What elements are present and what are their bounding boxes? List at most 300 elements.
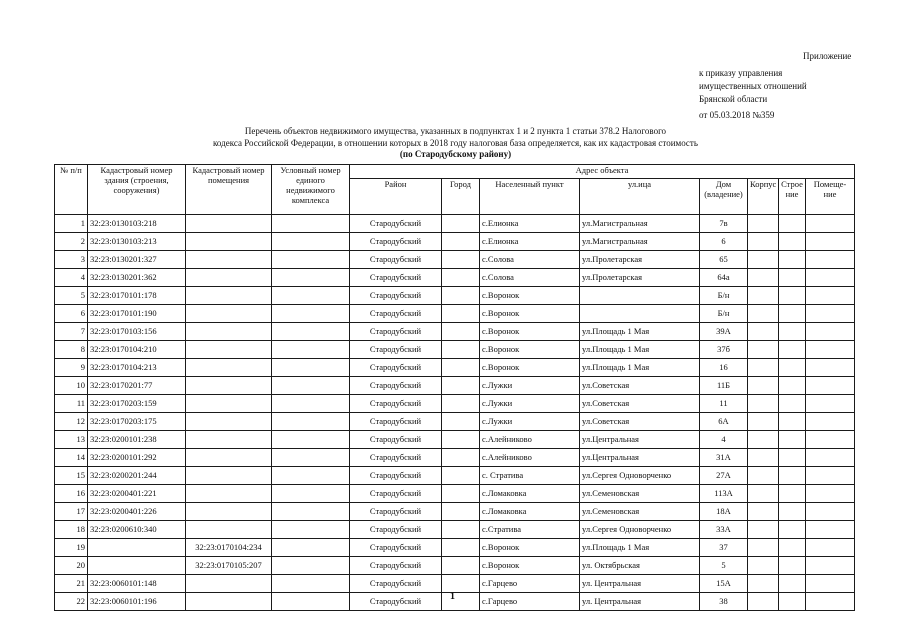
cell-cad-building: 32:23:0130201:362	[88, 269, 186, 287]
cell-settlement: с.Стратива	[480, 521, 580, 539]
cell-pomeshenie	[806, 449, 855, 467]
cell-cad-building: 32:23:0200201:244	[88, 467, 186, 485]
cell-cond-number	[272, 521, 350, 539]
table-row	[55, 323, 855, 341]
cell-cond-number	[272, 575, 350, 593]
cell-stroenie	[779, 557, 806, 575]
cell-street	[580, 305, 700, 323]
cell-settlement: с.Солова	[480, 251, 580, 269]
cell-cond-number	[272, 449, 350, 467]
cell-pomeshenie	[806, 323, 855, 341]
cell-cad-building: 32:23:0170101:190	[88, 305, 186, 323]
table-row	[55, 233, 855, 251]
cell-korpus	[748, 413, 779, 431]
cell-city	[442, 539, 480, 557]
table-row	[55, 557, 855, 575]
document-title	[150, 126, 761, 161]
cell-city	[442, 251, 480, 269]
cell-cad-room: 32:23:0170105:207	[186, 557, 272, 575]
cell-district: Стародубский	[350, 449, 442, 467]
table-row	[55, 521, 855, 539]
cell-num: 13	[55, 431, 88, 449]
cell-korpus	[748, 215, 779, 233]
cell-num: 14	[55, 449, 88, 467]
cell-settlement: с.Воронок	[480, 287, 580, 305]
cell-korpus	[748, 575, 779, 593]
cell-korpus	[748, 377, 779, 395]
cell-district: Стародубский	[350, 593, 442, 611]
cell-stroenie	[779, 449, 806, 467]
appendix-title: Приложение	[803, 51, 852, 61]
cell-cad-building	[88, 557, 186, 575]
cell-cond-number	[272, 305, 350, 323]
table-row	[55, 359, 855, 377]
cell-street: ул.Площадь 1 Мая	[580, 341, 700, 359]
cell-pomeshenie	[806, 233, 855, 251]
cell-cad-building: 32:23:0170201:77	[88, 377, 186, 395]
cell-district: Стародубский	[350, 215, 442, 233]
cell-street: ул. Центральная	[580, 575, 700, 593]
cell-stroenie	[779, 251, 806, 269]
cell-num: 16	[55, 485, 88, 503]
cell-street: ул.Магистральная	[580, 215, 700, 233]
title-line: кодекса Российской Федерации, в отношении которых в 2018 году налоговая база определяется, как их кадастровая стоимость	[213, 137, 698, 148]
cell-pomeshenie	[806, 557, 855, 575]
cell-cond-number	[272, 359, 350, 377]
appendix-order-date: от 05.03.2018 №359	[699, 110, 775, 120]
header-cad-room: Кадастровый номер помещения	[186, 165, 272, 215]
cell-num: 1	[55, 215, 88, 233]
header-num: № п/п	[55, 165, 88, 215]
header-stroenie: Строе ние	[779, 179, 806, 215]
cell-district: Стародубский	[350, 287, 442, 305]
cell-num: 4	[55, 269, 88, 287]
cell-district: Стародубский	[350, 269, 442, 287]
header-pomeshenie: Помеще- ние	[806, 179, 855, 215]
cell-pomeshenie	[806, 521, 855, 539]
cell-cad-building: 32:23:0130201:327	[88, 251, 186, 269]
cell-stroenie	[779, 503, 806, 521]
cell-cad-building: 32:23:0170103:156	[88, 323, 186, 341]
page-number: 1	[450, 591, 455, 602]
appendix-line: имущественных отношений	[699, 81, 807, 91]
cell-pomeshenie	[806, 539, 855, 557]
cell-stroenie	[779, 359, 806, 377]
cell-house: 6	[700, 233, 748, 251]
cell-cad-room	[186, 233, 272, 251]
cell-district: Стародубский	[350, 521, 442, 539]
cell-pomeshenie	[806, 503, 855, 521]
cell-korpus	[748, 557, 779, 575]
cell-city	[442, 575, 480, 593]
cell-street: ул.Семеновская	[580, 503, 700, 521]
cell-stroenie	[779, 521, 806, 539]
cell-pomeshenie	[806, 215, 855, 233]
cell-street: ул.Сергея Одноворченко	[580, 467, 700, 485]
cell-street: ул.Площадь 1 Мая	[580, 539, 700, 557]
cell-korpus	[748, 449, 779, 467]
table-row	[55, 269, 855, 287]
cell-settlement: с.Солова	[480, 269, 580, 287]
cell-house: Б/н	[700, 287, 748, 305]
cell-city	[442, 323, 480, 341]
cell-settlement: с.Воронок	[480, 341, 580, 359]
cell-house: 16	[700, 359, 748, 377]
cell-pomeshenie	[806, 305, 855, 323]
cell-house: 27А	[700, 467, 748, 485]
cell-district: Стародубский	[350, 233, 442, 251]
cell-cond-number	[272, 269, 350, 287]
cell-pomeshenie	[806, 341, 855, 359]
cell-city	[442, 233, 480, 251]
cell-stroenie	[779, 323, 806, 341]
cell-district: Стародубский	[350, 359, 442, 377]
cell-city	[442, 521, 480, 539]
header-city: Город	[442, 179, 480, 215]
cell-cond-number	[272, 323, 350, 341]
cell-num: 7	[55, 323, 88, 341]
cell-num: 2	[55, 233, 88, 251]
cell-stroenie	[779, 539, 806, 557]
cell-district: Стародубский	[350, 413, 442, 431]
cell-cad-building: 32:23:0170104:210	[88, 341, 186, 359]
cell-cad-building: 32:23:0130103:218	[88, 215, 186, 233]
cell-house: 11	[700, 395, 748, 413]
header-house: Дом (владение)	[700, 179, 748, 215]
cell-cad-room	[186, 575, 272, 593]
cell-korpus	[748, 467, 779, 485]
cell-korpus	[748, 269, 779, 287]
cell-city	[442, 269, 480, 287]
cell-pomeshenie	[806, 431, 855, 449]
cell-street: ул.Центральная	[580, 449, 700, 467]
cell-stroenie	[779, 305, 806, 323]
cell-cond-number	[272, 539, 350, 557]
cell-settlement: с.Лужки	[480, 395, 580, 413]
cell-district: Стародубский	[350, 377, 442, 395]
cell-district: Стародубский	[350, 305, 442, 323]
cell-settlement: с.Воронок	[480, 305, 580, 323]
cell-stroenie	[779, 413, 806, 431]
cell-cad-room	[186, 287, 272, 305]
cell-cad-building: 32:23:0170104:213	[88, 359, 186, 377]
cell-cad-room	[186, 359, 272, 377]
cell-house: 15А	[700, 575, 748, 593]
cell-num: 18	[55, 521, 88, 539]
cell-num: 11	[55, 395, 88, 413]
cell-house: 38	[700, 593, 748, 611]
cell-cad-building: 32:23:0060101:148	[88, 575, 186, 593]
cell-korpus	[748, 359, 779, 377]
cell-district: Стародубский	[350, 395, 442, 413]
cell-stroenie	[779, 485, 806, 503]
cell-korpus	[748, 539, 779, 557]
table-row	[55, 395, 855, 413]
cell-city	[442, 287, 480, 305]
cell-settlement: с.Ломаковка	[480, 485, 580, 503]
cell-cad-building: 32:23:0060101:196	[88, 593, 186, 611]
cell-stroenie	[779, 341, 806, 359]
cell-house: Б/н	[700, 305, 748, 323]
cell-city	[442, 467, 480, 485]
cell-house: 33А	[700, 521, 748, 539]
cell-street: ул.Пролетарская	[580, 251, 700, 269]
document-subtitle: (по Стародубскому району)	[399, 149, 512, 159]
cell-city	[442, 215, 480, 233]
cell-street: ул. Октябрьская	[580, 557, 700, 575]
table-row	[55, 467, 855, 485]
cell-cad-building: 32:23:0170203:175	[88, 413, 186, 431]
cell-cad-room	[186, 377, 272, 395]
cell-cad-room	[186, 521, 272, 539]
cell-street: ул.Площадь 1 Мая	[580, 359, 700, 377]
cell-cad-room	[186, 323, 272, 341]
cell-street: ул.Семеновская	[580, 485, 700, 503]
cell-settlement: с.Лужки	[480, 413, 580, 431]
header-cond-number: Условный номер единого недвижимого комплекса	[272, 165, 350, 215]
cell-num: 15	[55, 467, 88, 485]
table-row	[55, 287, 855, 305]
table-row	[55, 539, 855, 557]
table-row	[55, 503, 855, 521]
cell-house: 6А	[700, 413, 748, 431]
cell-korpus	[748, 305, 779, 323]
cell-cond-number	[272, 233, 350, 251]
cell-pomeshenie	[806, 287, 855, 305]
cell-street: ул.Советская	[580, 395, 700, 413]
cell-cad-building: 32:23:0200101:292	[88, 449, 186, 467]
cell-cad-room	[186, 305, 272, 323]
cell-stroenie	[779, 269, 806, 287]
cell-cond-number	[272, 413, 350, 431]
cell-stroenie	[779, 287, 806, 305]
cell-cad-room	[186, 431, 272, 449]
cell-cad-room	[186, 269, 272, 287]
cell-house: 65	[700, 251, 748, 269]
cell-cond-number	[272, 215, 350, 233]
table-row	[55, 485, 855, 503]
cell-settlement: с.Воронок	[480, 539, 580, 557]
cell-house: 11Б	[700, 377, 748, 395]
cell-num: 21	[55, 575, 88, 593]
cell-house: 64а	[700, 269, 748, 287]
cell-cond-number	[272, 251, 350, 269]
cell-num: 17	[55, 503, 88, 521]
cell-stroenie	[779, 215, 806, 233]
cell-street: ул.Площадь 1 Мая	[580, 323, 700, 341]
cell-settlement: с.Ломаковка	[480, 503, 580, 521]
cell-cad-room	[186, 485, 272, 503]
cell-house: 5	[700, 557, 748, 575]
cell-settlement: с.Алейниково	[480, 431, 580, 449]
cell-cad-building: 32:23:0200101:238	[88, 431, 186, 449]
cell-settlement: с.Воронок	[480, 557, 580, 575]
cell-cad-room	[186, 215, 272, 233]
cell-house: 18А	[700, 503, 748, 521]
cell-num: 6	[55, 305, 88, 323]
table-row	[55, 305, 855, 323]
cell-num: 8	[55, 341, 88, 359]
property-table	[54, 164, 855, 611]
cell-cad-room	[186, 395, 272, 413]
appendix-line: к приказу управления	[699, 68, 783, 78]
cell-settlement: с.Лужки	[480, 377, 580, 395]
header-address-group: Адрес объекта	[350, 165, 855, 179]
cell-city	[442, 377, 480, 395]
cell-settlement: с.Гарцево	[480, 575, 580, 593]
cell-street: ул.Советская	[580, 413, 700, 431]
cell-korpus	[748, 395, 779, 413]
cell-cad-building: 32:23:0200610:340	[88, 521, 186, 539]
table-row	[55, 251, 855, 269]
cell-cond-number	[272, 557, 350, 575]
cell-cad-room	[186, 449, 272, 467]
cell-cond-number	[272, 431, 350, 449]
table-row	[55, 377, 855, 395]
cell-settlement: с.Елионка	[480, 215, 580, 233]
cell-num: 3	[55, 251, 88, 269]
cell-city	[442, 449, 480, 467]
cell-cond-number	[272, 341, 350, 359]
cell-house: 113А	[700, 485, 748, 503]
table-row	[55, 575, 855, 593]
cell-num: 20	[55, 557, 88, 575]
cell-city	[442, 359, 480, 377]
cell-cad-room	[186, 341, 272, 359]
cell-city	[442, 557, 480, 575]
cell-korpus	[748, 431, 779, 449]
cell-city	[442, 503, 480, 521]
cell-cad-building	[88, 539, 186, 557]
cell-pomeshenie	[806, 467, 855, 485]
cell-pomeshenie	[806, 269, 855, 287]
cell-pomeshenie	[806, 413, 855, 431]
cell-stroenie	[779, 233, 806, 251]
table-row	[55, 431, 855, 449]
table-row	[55, 413, 855, 431]
cell-settlement: с. Стратива	[480, 467, 580, 485]
cell-stroenie	[779, 431, 806, 449]
cell-district: Стародубский	[350, 485, 442, 503]
cell-korpus	[748, 287, 779, 305]
cell-district: Стародубский	[350, 539, 442, 557]
cell-num: 9	[55, 359, 88, 377]
cell-cond-number	[272, 395, 350, 413]
cell-stroenie	[779, 395, 806, 413]
cell-settlement: с.Елионка	[480, 233, 580, 251]
cell-street: ул.Пролетарская	[580, 269, 700, 287]
cell-pomeshenie	[806, 575, 855, 593]
cell-cond-number	[272, 377, 350, 395]
cell-city	[442, 485, 480, 503]
cell-house: 4	[700, 431, 748, 449]
header-cad-building: Кадастровый номер здания (строения, сооружения)	[88, 165, 186, 215]
cell-city	[442, 305, 480, 323]
cell-pomeshenie	[806, 377, 855, 395]
cell-num: 10	[55, 377, 88, 395]
cell-cad-building: 32:23:0200401:221	[88, 485, 186, 503]
header-korpus: Корпус	[748, 179, 779, 215]
cell-cond-number	[272, 467, 350, 485]
cell-street: ул.Магистральная	[580, 233, 700, 251]
cell-cad-room	[186, 251, 272, 269]
cell-street: ул.Советская	[580, 377, 700, 395]
cell-house: 31А	[700, 449, 748, 467]
cell-settlement: с.Гарцево	[480, 593, 580, 611]
cell-house: 7в	[700, 215, 748, 233]
cell-cad-building: 32:23:0130103:213	[88, 233, 186, 251]
cell-cad-room	[186, 413, 272, 431]
cell-num: 22	[55, 593, 88, 611]
cell-num: 5	[55, 287, 88, 305]
cell-cad-room	[186, 503, 272, 521]
cell-pomeshenie	[806, 251, 855, 269]
cell-house: 39А	[700, 323, 748, 341]
cell-pomeshenie	[806, 359, 855, 377]
cell-district: Стародубский	[350, 503, 442, 521]
cell-cad-room	[186, 467, 272, 485]
cell-cad-building: 32:23:0170101:178	[88, 287, 186, 305]
cell-city	[442, 395, 480, 413]
cell-korpus	[748, 251, 779, 269]
cell-cond-number	[272, 485, 350, 503]
cell-district: Стародубский	[350, 341, 442, 359]
cell-settlement: с.Воронок	[480, 323, 580, 341]
cell-city	[442, 431, 480, 449]
cell-street: ул. Центральная	[580, 593, 700, 611]
cell-street	[580, 287, 700, 305]
header-street: ул.ица	[580, 179, 700, 215]
cell-stroenie	[779, 467, 806, 485]
cell-cond-number	[272, 503, 350, 521]
cell-cad-building: 32:23:0200401:226	[88, 503, 186, 521]
cell-korpus	[748, 521, 779, 539]
cell-city	[442, 413, 480, 431]
cell-district: Стародубский	[350, 431, 442, 449]
cell-pomeshenie	[806, 395, 855, 413]
table-row	[55, 215, 855, 233]
cell-cad-building: 32:23:0170203:159	[88, 395, 186, 413]
cell-pomeshenie	[806, 485, 855, 503]
cell-cond-number	[272, 287, 350, 305]
cell-district: Стародубский	[350, 557, 442, 575]
table-row	[55, 341, 855, 359]
cell-num: 12	[55, 413, 88, 431]
cell-num: 19	[55, 539, 88, 557]
cell-cad-room: 32:23:0170104:234	[186, 539, 272, 557]
cell-settlement: с.Воронок	[480, 359, 580, 377]
cell-korpus	[748, 323, 779, 341]
cell-settlement: с.Алейниково	[480, 449, 580, 467]
cell-district: Стародубский	[350, 251, 442, 269]
cell-stroenie	[779, 575, 806, 593]
appendix-line: Брянской области	[699, 94, 768, 104]
header-settlement: Населенный пункт	[480, 179, 580, 215]
cell-korpus	[748, 503, 779, 521]
header-district: Район	[350, 179, 442, 215]
cell-city	[442, 341, 480, 359]
title-line: Перечень объектов недвижимого имущества, указанных в подпунктах 1 и 2 пункта 1 статьи 378.2 Налогового	[244, 126, 667, 136]
cell-korpus	[748, 341, 779, 359]
cell-street: ул.Центральная	[580, 431, 700, 449]
cell-korpus	[748, 485, 779, 503]
cell-korpus	[748, 233, 779, 251]
cell-district: Стародубский	[350, 467, 442, 485]
cell-district: Стародубский	[350, 575, 442, 593]
cell-district: Стародубский	[350, 323, 442, 341]
cell-stroenie	[779, 377, 806, 395]
cell-house: 37б	[700, 341, 748, 359]
